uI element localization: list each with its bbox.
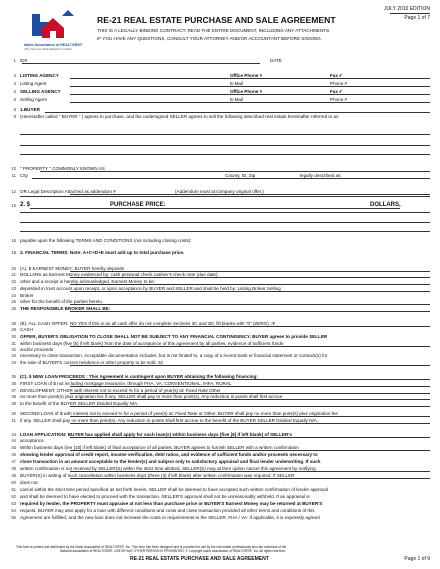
form-input-line[interactable] — [70, 102, 430, 103]
line-number: 30 — [11, 334, 16, 339]
line-number: 4 — [13, 81, 16, 86]
line-number: 55 — [11, 515, 16, 520]
form-line-field-label: Fax # — [330, 89, 342, 94]
blank-form-line[interactable] — [20, 145, 430, 146]
line-number: 8 — [13, 107, 16, 112]
form-input-line[interactable] — [70, 284, 430, 285]
line-number: 38 — [11, 394, 16, 399]
form-line-text: LOAN APPLICATION: BUYER has applied shall apply for such loan(s) within business days (five [5] if left blank) of SELLER's — [20, 432, 292, 437]
form-line-text: DOLLARS as Earnest Money evidenced by: cash personal check cashier's check note (due date): — [20, 272, 219, 277]
form-line-text: BUYER(S) in writing of such cancellation within business days (three (3) if left blank) after written confirmation was required. If SELLER — [20, 473, 295, 478]
logo-tagline: The Voice for Real Estate® in Idaho — [24, 47, 72, 51]
line-number: 40 — [11, 411, 16, 416]
form-line-field-label: E-Mail — [230, 97, 244, 102]
line-number: 26 — [11, 306, 16, 311]
form-line-field-label: PURCHASE PRICE: — [110, 202, 166, 208]
form-input-line[interactable] — [70, 379, 430, 380]
form-line-text: and shall be deemed to have elected to proceed with the transaction. SELLER'S approval shall not be unreasonably withheld. If an appraisal is — [20, 494, 310, 499]
form-input-line[interactable] — [70, 406, 430, 407]
form-input-line[interactable] — [40, 171, 430, 172]
blank-form-line[interactable] — [20, 134, 430, 135]
blank-form-line[interactable] — [20, 196, 430, 197]
blank-form-line[interactable] — [20, 231, 430, 232]
form-input-line[interactable] — [70, 365, 430, 366]
line-number: 28 — [11, 321, 16, 326]
blank-form-line[interactable] — [20, 222, 430, 223]
form-line-text: DEVELOPMENT, OTHER with interest not to exceed % for a period of year(s) at: Fixed Rate Other — [20, 388, 221, 393]
form-line-field-label: DOLLARS, — [370, 202, 401, 208]
line-number: 29 — [11, 327, 16, 332]
form-line-text: Selling Agent — [20, 97, 47, 102]
legal-notice-1: THIS IS A LEGALLY BINDING CONTRACT. READ THE ENTIRE DOCUMENT, INCLUDING ANY ATTACHMENTS. — [97, 28, 331, 33]
line-number: 10 — [11, 166, 16, 171]
form-input-line[interactable] — [70, 94, 430, 95]
form-input-line[interactable] — [70, 78, 430, 79]
form-input-line[interactable] — [30, 208, 400, 209]
line-number: 41 — [11, 418, 16, 423]
line-number: 52 — [11, 494, 16, 499]
line-number: 36 — [11, 381, 16, 386]
form-line-text: and/or proceeds — [20, 347, 54, 352]
line-number: 20 — [11, 266, 16, 271]
form-line-text: (A). $ EARNEST MONEY: BUYER hereby deposits — [20, 266, 125, 271]
form-line-text: Broker — [20, 293, 34, 298]
form-line-text: required by lender, the PROPERTY must appraise at not less than purchase price or BUYER'S Earnest Money may be returned at BUYER'S — [20, 501, 323, 506]
form-line-text: (Hereinafter called " BUYER " ) agrees to purchase, and the undersigned SELLER agrees to sell the following described real estate hereinafter referred to as — [20, 114, 339, 119]
form-input-line[interactable] — [70, 478, 430, 479]
line-number: 9 — [13, 114, 16, 119]
form-line-text: 1.BUYER — [20, 107, 40, 112]
form-line-text: the sale of BUYER'S current residence or other property to be sold. 32 — [20, 360, 164, 365]
form-input-line[interactable] — [70, 311, 430, 312]
line-number: 18 — [11, 250, 16, 255]
form-line-field-label: Office Phone # — [230, 89, 263, 94]
line-number: 24 — [11, 293, 16, 298]
form-line-text: OFFER, BUYER'S OBLIGATION TO CLOSE SHALL NOT BE SUBJECT TO ANY FINANCIAL CONTINGENCY. BUYER agrees to provide SELLER — [20, 334, 328, 339]
form-line-text: deposited in trust account upon receipt, or upon acceptance by BUYER and SELLER and shall be held by: Listing Broker Selling — [20, 286, 281, 291]
footer-title: RE-21 REAL ESTATE PURCHASE AND SALE AGREEMENT — [130, 556, 269, 562]
form-line-text: no more than point(s) plus origination fee if any. SELLER shall pay or more than point(s). Any reduction in points shall first accrue — [20, 394, 283, 399]
idaho-house-logo-icon — [24, 8, 82, 48]
form-line-text: payable upon the following TERMS AND CONDITIONS (not including closing costs): — [20, 238, 192, 243]
form-line-text: if any. SELLER shall pay no more than point(s). Any reduction in points shall first accrue to the benefit of the BUYER SELLER Divided Equally N/A. — [20, 418, 319, 423]
line-number: 16 — [11, 238, 16, 243]
form-line-text: CASH — [20, 327, 33, 332]
line-number: 23 — [11, 286, 16, 291]
form-line-text: Listing Agent — [20, 81, 47, 86]
form-line-text: SELLING AGENCY — [20, 89, 61, 94]
form-input-line[interactable] — [22, 63, 260, 64]
form-input-line[interactable] — [70, 471, 430, 472]
form-input-line[interactable] — [45, 112, 430, 113]
form-line-text: FIRST LOAN of $ not including mortgage insurance, through FHA, VA, CONVENTIONAL, IHFA, RURAL — [20, 381, 232, 386]
line-number: 51 — [11, 487, 16, 492]
blank-form-line[interactable] — [20, 154, 430, 155]
line-number: 5 — [13, 89, 16, 94]
line-number: 53 — [11, 501, 16, 506]
form-line-text: close transaction in an amount acceptable to the lender(s) and subject only to satisfactory appraisal and final lender underwriting. If such — [20, 459, 321, 464]
form-input-line[interactable] — [70, 194, 430, 195]
form-line-field-label: Phone # — [330, 97, 348, 102]
footer-fine-print-1: This form is printed and distributed by the Idaho Association of REALTORS®, Inc. This form has been designed and is provided for use by the real estate professionals who are members of the — [16, 545, 287, 549]
line-number: 21 — [11, 272, 16, 277]
line-number: 44 — [11, 438, 16, 443]
line-number: 25 — [11, 299, 16, 304]
line-number: 32 — [11, 347, 16, 352]
line-number: 49 — [11, 473, 16, 478]
form-line-text: written confirmation is not received by SELLER(S) within the strict time allotted, SELLER(S) may at their option cancel this agreement by notifying — [20, 466, 316, 471]
form-line-text: OR Legal Description Attached as addendum # — [20, 189, 116, 194]
form-line-field-label: E-Mail — [230, 81, 244, 86]
line-number: 54 — [11, 508, 16, 513]
form-line-text: (C). $ NEW LOAN PROCEEDS : This Agreement is contingent upon BUYER obtaining the following financing: — [20, 374, 258, 379]
line-number: 50 — [11, 480, 16, 485]
line-number: 37 — [11, 388, 16, 393]
form-input-line[interactable] — [70, 416, 430, 417]
form-line-field-label: Phone # — [330, 81, 348, 86]
line-number: 35 — [11, 374, 16, 379]
form-line-field-label: Office Phone # — [230, 73, 263, 78]
form-line-text: THE RESPONSIBLE BROKER SHALL BE: — [20, 306, 111, 311]
form-input-line[interactable] — [70, 277, 430, 278]
form-line-field-label: (Addendum must accompany original offer.) — [175, 189, 264, 194]
form-line-text: within business days (five [5] if left blank) from the date of acceptance of this agreement by all parties, evidence of sufficient funds — [20, 341, 284, 346]
blank-form-line[interactable] — [20, 212, 430, 213]
footer-page-number: Page 1 of 9 — [404, 556, 430, 562]
line-number: 15 — [11, 203, 16, 208]
form-line-text: " PROPERTY " COMMONLY KNOWN AS — [20, 166, 105, 171]
line-number: 22 — [11, 279, 16, 284]
form-line-text: other and a receipt is hereby acknowledged. Earnest Money to be: — [20, 279, 156, 284]
form-line-field-label: County, ID, Zip — [225, 173, 256, 178]
form-line-text: necessary to close transaction. Acceptable documentation includes, but is not limited to, a copy of a recent bank or financial statement or contract(s) for — [20, 353, 328, 358]
form-line-field-label: legally described as: — [300, 173, 342, 178]
line-number: 11 — [11, 173, 16, 178]
line-number: 47 — [11, 459, 16, 464]
line-number: 3 — [13, 73, 16, 78]
line-number: 34 — [11, 360, 16, 365]
form-line-text: 2. $ — [20, 202, 31, 208]
line-number: 39 — [11, 401, 16, 406]
line-number: 6 — [13, 97, 16, 102]
form-line-text: 3. FINANCIAL TERMS: Note: A+C+D+E must add up to total purchase price. — [20, 250, 185, 255]
form-input-line[interactable] — [70, 450, 430, 451]
form-line-text: request. BUYER may also apply for a loan with different conditions and costs and close transaction provided all other terms and conditions of this — [20, 508, 315, 513]
form-input-line[interactable] — [70, 423, 430, 424]
form-line-text: does not — [20, 480, 38, 485]
form-input-line[interactable] — [70, 86, 430, 87]
form-line-text: to the benefit of the BUYER SELLER Divided Equally N/A. — [20, 401, 139, 406]
form-line-text: Within business days (ten [10] if left blank) of final acceptance of all parties, BUYER agrees to furnish SELLER with a written confirmation — [20, 445, 299, 450]
form-line-text: showing lender approval of credit report, income verification, debt ratios, and evidence of sufficient funds and/or proceeds necessary to — [20, 452, 318, 457]
form-input-line[interactable] — [70, 291, 430, 292]
logo-org-name: Idaho Association of REALTORS® — [24, 43, 83, 47]
footer-fine-print-2: National Association of REALTORS®. USE BY ANY OTHER PERSON IS PROHIBITED. © Copyright Idaho Association of REALTORS®, Inc. All rights reserved. — [60, 549, 286, 553]
association-logo — [24, 8, 82, 48]
form-line-field-label: Fax # — [330, 73, 342, 78]
form-line-text: acceptance. — [20, 438, 45, 443]
form-line-text: Agreement are fulfilled, and the new loan does not increase the costs or requirements to the SELLER. FHA / VA: If applicable, it is expressly agreed — [20, 515, 320, 520]
form-line-text: ID# — [20, 58, 28, 63]
form-line-text: (B). ALL CASH OFFER: NO YES If this is an all cash offer do not complete Sections 3C and 3D, fill blanks with "0" (ZERO). IF — [20, 321, 276, 326]
line-number: 1 — [13, 58, 16, 63]
line-number: 31 — [11, 341, 16, 346]
document-title: RE-21 REAL ESTATE PURCHASE AND SALE AGREEMENT — [97, 15, 336, 25]
form-input-line[interactable] — [70, 399, 430, 400]
line-number: 46 — [11, 452, 16, 457]
form-input-line[interactable] — [32, 178, 430, 179]
form-line-text: City — [20, 173, 28, 178]
form-line-text: SECOND LOAN of $ with interest not to exceed % for a period of year(s) at: Fixed Rate or Other. BUYER shall pay no more than point(s) plus origination fee — [20, 411, 338, 416]
form-line-text: cancel within the strict time period specified as set forth herein, SELLER shall be deemed to have accepted such written confirmation of lender approval — [20, 487, 328, 492]
page-indicator: Page 1 of 7 — [404, 15, 430, 21]
line-number: 12 — [11, 189, 16, 194]
line-number: 48 — [11, 466, 16, 471]
legal-notice-2: IF YOU HAVE ANY QUESTIONS, CONSULT YOUR ATTORNEY AND/OR ACCOUNTANT BEFORE SIGNING. — [97, 36, 322, 41]
form-input-line[interactable] — [70, 304, 430, 305]
line-number: 43 — [11, 432, 16, 437]
form-input-line[interactable] — [70, 346, 430, 347]
form-line-text: LISTING AGENCY — [20, 73, 59, 78]
form-input-line[interactable] — [70, 326, 430, 327]
line-number: 33 — [11, 353, 16, 358]
form-input-line[interactable] — [70, 437, 430, 438]
form-line-field-label: DATE — [270, 58, 282, 63]
form-line-text: other for the benefit of the parties hereto. — [20, 299, 104, 304]
line-number: 45 — [11, 445, 16, 450]
edition-label: JULY 2010 EDITION — [384, 6, 430, 12]
form-input-line[interactable] — [70, 386, 430, 387]
